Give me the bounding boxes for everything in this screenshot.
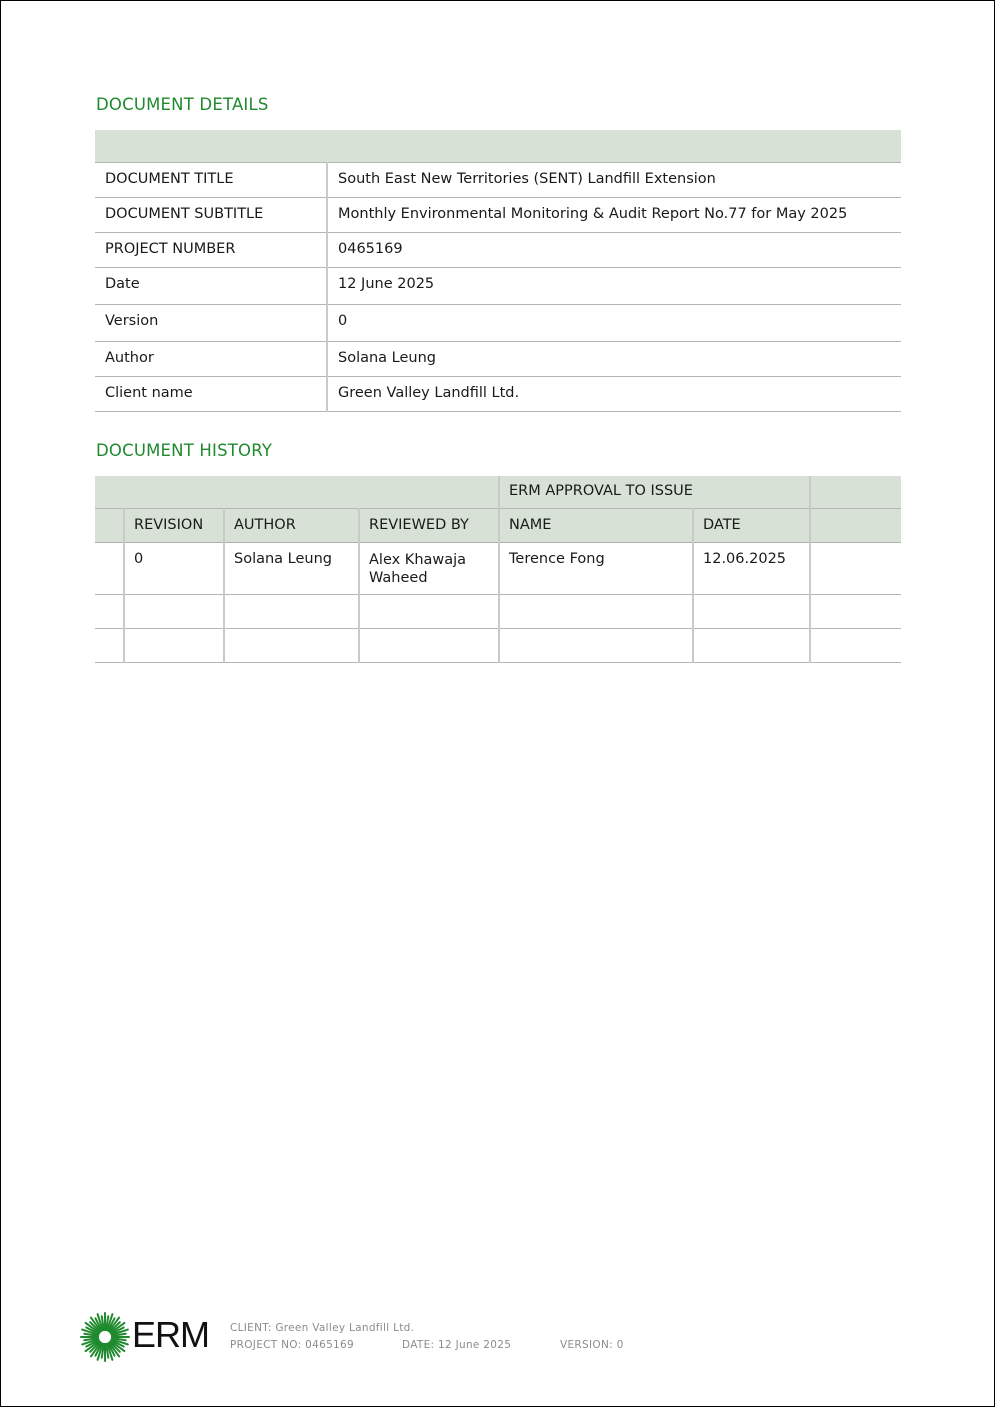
document-history-table [95,476,901,663]
document-history-title: DOCUMENT HISTORY [96,441,273,460]
footer-client-value: Green Valley Landfill Ltd. [275,1322,415,1334]
erm-logo-icon [80,1312,130,1362]
footer-project-value: 0465169 [305,1339,354,1351]
label-author: Author [95,342,327,377]
footer-version-value: 0 [616,1339,624,1351]
erm-approval-header: ERM APPROVAL TO ISSUE [499,476,810,508]
value-client-name: Green Valley Landfill Ltd. [327,377,901,412]
footer-project [230,1339,354,1351]
col-date: DATE [693,508,810,542]
footer-client [230,1322,414,1334]
details-row-date [95,268,901,305]
footer-date [402,1339,511,1351]
document-details-title: DOCUMENT DETAILS [96,95,269,114]
value-author: Solana Leung [327,342,901,377]
erm-logo-text: ERM [132,1314,209,1355]
cell-author: Solana Leung [224,542,359,594]
table-row-empty [95,628,901,662]
label-document-subtitle: DOCUMENT SUBTITLE [95,198,327,233]
footer-project-label: PROJECT NO: [230,1339,302,1351]
col-author: AUTHOR [224,508,359,542]
value-version: 0 [327,305,901,342]
footer-version-label: VERSION: [560,1339,613,1351]
document-details-table [95,130,901,412]
details-row-client-name [95,377,901,412]
footer-version [560,1339,624,1351]
cell-name: Terence Fong [499,542,693,594]
details-row-title [95,163,901,198]
col-name: NAME [499,508,693,542]
table-row-empty [95,594,901,628]
label-project-number: PROJECT NUMBER [95,233,327,268]
cell-reviewed-by: Alex Khawaja Waheed [359,542,499,594]
value-date: 12 June 2025 [327,268,901,305]
label-date: Date [95,268,327,305]
cell-date: 12.06.2025 [693,542,810,594]
col-reviewed-by: REVIEWED BY [359,508,499,542]
details-row-project-number [95,233,901,268]
page-footer [80,1310,920,1370]
label-client-name: Client name [95,377,327,412]
label-document-title: DOCUMENT TITLE [95,163,327,198]
value-document-subtitle: Monthly Environmental Monitoring & Audit Report No.77 for May 2025 [327,198,901,233]
footer-date-label: DATE: [402,1339,435,1351]
col-revision: REVISION [124,508,224,542]
history-group-header-row [95,476,901,508]
history-column-header-row [95,508,901,542]
label-version: Version [95,305,327,342]
value-project-number: 0465169 [327,233,901,268]
details-header-band [95,130,901,163]
table-row [95,542,901,594]
details-row-author [95,342,901,377]
details-row-subtitle [95,198,901,233]
footer-client-label: CLIENT: [230,1322,272,1334]
cell-revision: 0 [124,542,224,594]
footer-date-value: 12 June 2025 [438,1339,512,1351]
value-document-title: South East New Territories (SENT) Landfill Extension [327,163,901,198]
details-row-version [95,305,901,342]
